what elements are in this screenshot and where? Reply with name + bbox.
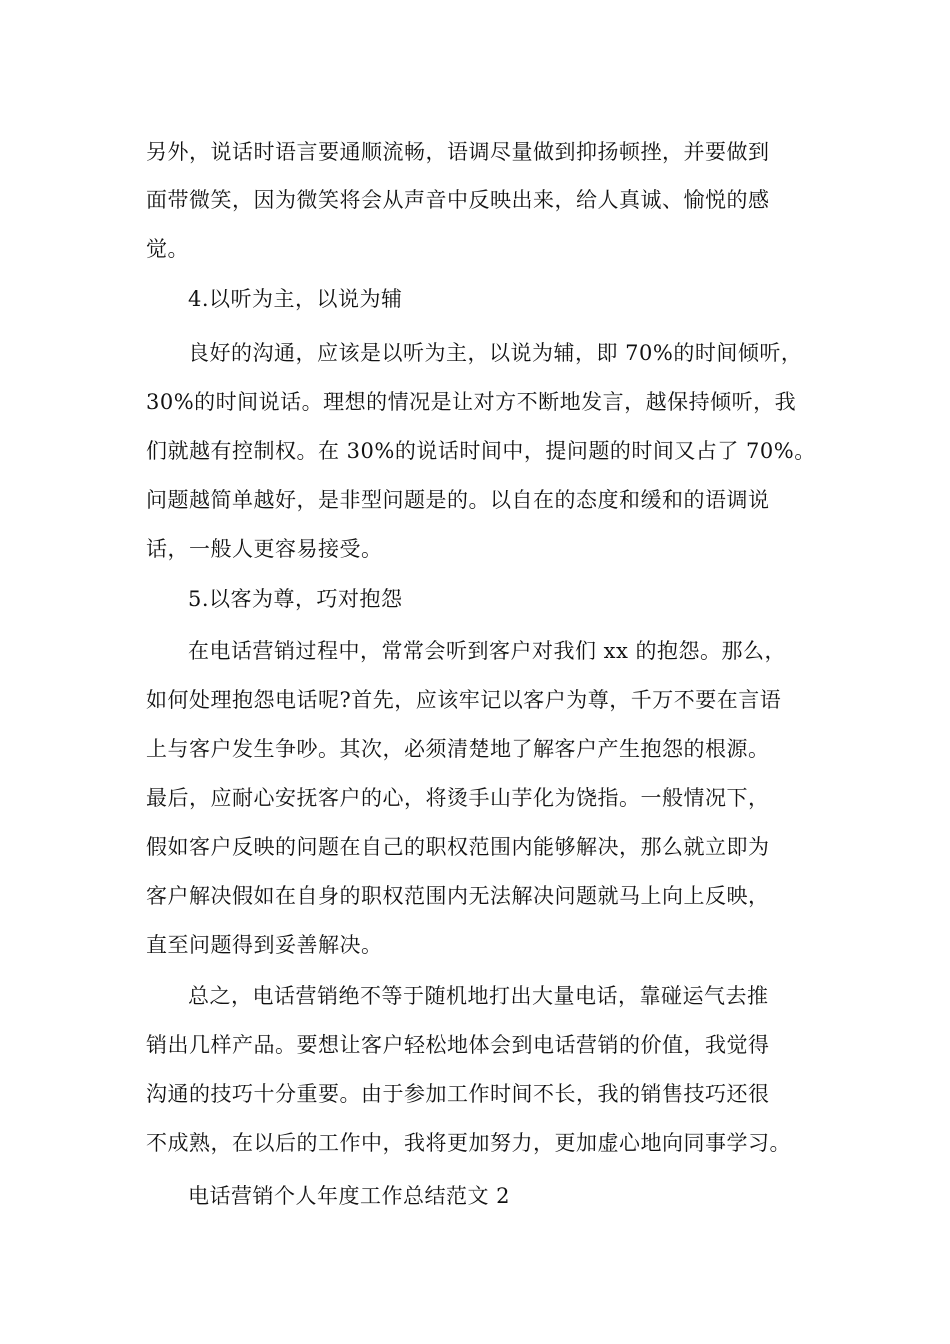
text-line: 良好的沟通，应该是以听为主，以说为辅，即 70%的时间倾听， bbox=[188, 341, 803, 365]
text-line: 销出几样产品。要想让客户轻松地体会到电话营销的价值，我觉得 bbox=[146, 1033, 770, 1057]
section-heading: 4.以听为主，以说为辅 bbox=[188, 287, 403, 311]
text-line: 另外，说话时语言要通顺流畅，语调尽量做到抑扬顿挫，并要做到 bbox=[146, 140, 770, 164]
text-line: 觉。 bbox=[146, 237, 189, 261]
section-heading: 电话营销个人年度工作总结范文 2 bbox=[188, 1184, 511, 1208]
text-line: 假如客户反映的问题在自己的职权范围内能够解决，那么就立即为 bbox=[146, 835, 770, 859]
section-heading: 5.以客为尊，巧对抱怨 bbox=[188, 587, 403, 611]
text-line: 们就越有控制权。在 30%的说话时间中，提问题的时间又占了 70%。 bbox=[146, 439, 816, 463]
text-line: 总之，电话营销绝不等于随机地打出大量电话，靠碰运气去推 bbox=[188, 984, 769, 1008]
text-line: 面带微笑，因为微笑将会从声音中反映出来，给人真诚、愉悦的感 bbox=[146, 188, 770, 212]
text-line: 沟通的技巧十分重要。由于参加工作时间不长，我的销售技巧还很 bbox=[146, 1082, 770, 1106]
text-line: 客户解决假如在自身的职权范围内无法解决问题就马上向上反映， bbox=[146, 884, 770, 908]
text-line: 在电话营销过程中，常常会听到客户对我们 xx 的抱怨。那么， bbox=[188, 639, 787, 663]
text-line: 不成熟，在以后的工作中，我将更加努力，更加虚心地向同事学习。 bbox=[146, 1131, 791, 1155]
text-line: 最后，应耐心安抚客户的心，将烫手山芋化为饶指。一般情况下， bbox=[146, 786, 770, 810]
text-line: 直至问题得到妥善解决。 bbox=[146, 933, 383, 957]
text-line: 问题越简单越好，是非型问题是的。以自在的态度和缓和的语调说 bbox=[146, 488, 770, 512]
text-line: 话，一般人更容易接受。 bbox=[146, 537, 383, 561]
text-line: 30%的时间说话。理想的情况是让对方不断地发言，越保持倾听，我 bbox=[146, 390, 797, 414]
text-line: 如何处理抱怨电话呢?首先，应该牢记以客户为尊，千万不要在言语 bbox=[146, 688, 782, 712]
text-line: 上与客户发生争吵。其次，必须清楚地了解客户产生抱怨的根源。 bbox=[146, 737, 770, 761]
